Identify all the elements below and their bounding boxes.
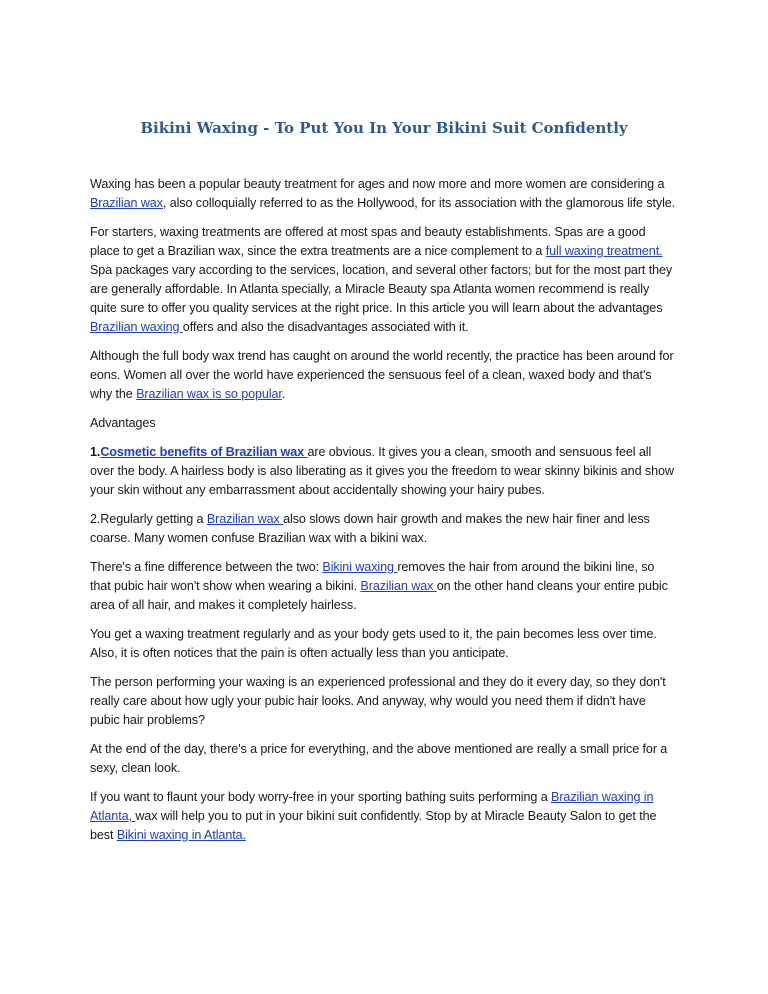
text: removes the hair from around the bikini line, so that pubic hair won't show when wearing a bikini. — [90, 560, 655, 593]
text: You get a waxing treatment regularly and as your body gets used to it, the pain becomes less over time. Also, it is often notices that the pain is often actually less than you anticipate. — [90, 627, 657, 660]
text: There's a fine difference between the two: — [90, 560, 323, 574]
paragraph-difference — [90, 558, 676, 615]
brazilian-waxing-atlanta-link[interactable]: Brazilian waxing in Atlanta, — [90, 790, 654, 823]
paragraph-intro — [90, 175, 676, 213]
paragraph-advantage-2 — [90, 510, 676, 548]
paragraph-professional — [90, 673, 676, 730]
document-body — [90, 175, 676, 855]
brazilian-wax-link-2[interactable]: Brazilian wax — [206, 512, 284, 526]
bikini-waxing-link[interactable]: Bikini waxing — [322, 560, 398, 574]
text: on the other hand cleans your entire pubic area of all hair, and makes it completely hairless. — [90, 579, 668, 612]
brazilian-waxing-link[interactable]: Brazilian waxing — [90, 320, 183, 334]
cosmetic-benefits-link[interactable] — [100, 445, 307, 459]
text: also slows down hair growth and makes the new hair finer and less coarse. Many women confuse Brazilian wax with a bikini wax. — [90, 512, 650, 545]
link-text: Cosmetic benefits of Brazilian wax — [100, 445, 308, 459]
paragraph-price — [90, 740, 676, 778]
text: 2.Regularly getting a — [90, 512, 207, 526]
paragraph-advantage-1 — [90, 443, 676, 500]
full-waxing-treatment-link[interactable]: full waxing treatment. — [545, 244, 663, 258]
text: If you want to flaunt your body worry-free in your sporting bathing suits performing a — [90, 790, 552, 804]
brazilian-wax-link[interactable]: Brazilian wax — [90, 196, 163, 210]
text: . — [281, 387, 286, 401]
text: At the end of the day, there's a price for everything, and the above mentioned are really a small price for a sexy, clean look. — [90, 742, 668, 775]
text: Spa packages vary according to the services, location, and several other factors; but for the most part they are generally affordable. In Atlanta specially, a Miracle Beauty spa Atlanta women recommend is really quite sure to offer you quality services at the right price. In this article you will learn about the advantages — [90, 263, 673, 315]
text: The person performing your waxing is an experienced professional and they do it every day, so they don't really care about how ugly your pubic hair looks. And anyway, why would you need them if didn't have pubic hair problems? — [90, 675, 666, 727]
document-title: Bikini Waxing - To Put You In Your Bikini Suit Confidently — [140, 119, 628, 137]
bikini-waxing-atlanta-link[interactable]: Bikini waxing in Atlanta. — [116, 828, 246, 842]
text: Although the full body wax trend has caught on around the world recently, the practice has been around for eons. Women all over the world have experienced the sensuous feel of a clean, waxed body and that's why the — [90, 349, 674, 401]
text: Advantages — [90, 416, 156, 430]
text: wax will help you to put in your bikini suit confidently. Stop by at Miracle Beauty Salon to get the best — [90, 809, 657, 842]
advantages-heading — [90, 414, 676, 433]
text: Waxing has been a popular beauty treatment for ages and now more and more women are considering a — [90, 177, 665, 191]
paragraph-trend — [90, 347, 676, 404]
brazilian-wax-link-3[interactable]: Brazilian wax — [360, 579, 437, 593]
text: are obvious. It gives you a clean, smooth and sensuous feel all over the body. A hairless body is also liberating as it gives you the freedom to wear skinny bikinis and show your skin without any embarrassment about accidentally showing your hairy pubes. — [90, 445, 674, 497]
text: offers and also the disadvantages associated with it. — [182, 320, 469, 334]
paragraph-closing — [90, 788, 676, 845]
text: , also colloquially referred to as the Hollywood, for its association with the glamorous life style. — [162, 196, 676, 210]
paragraph-starters — [90, 223, 676, 337]
list-number: 1. — [90, 445, 101, 459]
brazilian-wax-popular-link[interactable]: Brazilian wax is so popular — [136, 387, 282, 401]
paragraph-pain — [90, 625, 676, 663]
text: For starters, waxing treatments are offered at most spas and beauty establishments. Spas are a good place to get a Brazilian wax, since the extra treatments are a nice complement to a — [90, 225, 646, 258]
